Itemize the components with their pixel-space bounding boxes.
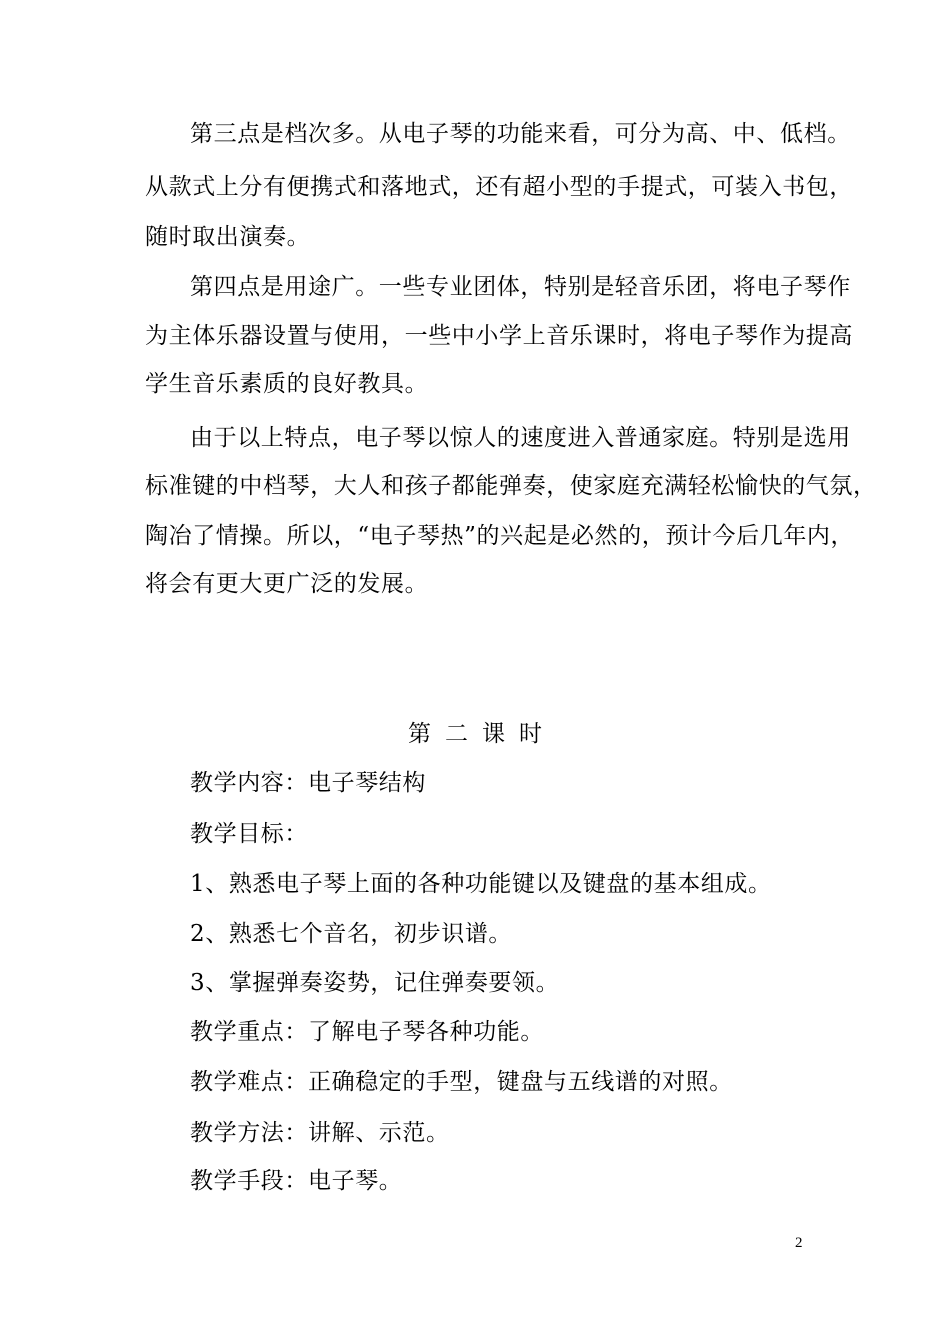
- paragraph-1-line-1: 第三点是档次多。从电子琴的功能来看，可分为高、中、低档。: [190, 121, 851, 147]
- lesson-key-point: 教学重点：了解电子琴各种功能。: [190, 1019, 544, 1045]
- lesson-difficulty: 教学难点：正确稳定的手型，键盘与五线谱的对照。: [190, 1069, 733, 1095]
- paragraph-3-line-1: 由于以上特点，电子琴以惊人的速度进入普通家庭。特别是选用: [190, 425, 851, 451]
- lesson-objective-3: 3、掌握弹奏姿势，记住弹奏要领。: [190, 970, 560, 996]
- paragraph-2-line-1: 第四点是用途广。一些专业团体，特别是轻音乐团，将电子琴作: [190, 274, 851, 300]
- paragraph-2-line-2: 为主体乐器设置与使用，一些中小学上音乐课时，将电子琴作为提高: [145, 323, 853, 349]
- paragraph-3-line-2: 标准键的中档琴，大人和孩子都能弹奏，使家庭充满轻松愉快的气氛，: [145, 473, 877, 499]
- paragraph-3-line-4: 将会有更大更广泛的发展。: [145, 571, 429, 597]
- lesson-content: 教学内容：电子琴结构: [190, 770, 426, 796]
- paragraph-3-line-3: 陶冶了情操。所以，“电子琴热”的兴起是必然的，预计今后几年内，: [145, 523, 855, 549]
- lesson-method: 教学方法：讲解、示范。: [190, 1120, 450, 1146]
- page-number: 2: [795, 1235, 803, 1251]
- lesson-objective-2: 2、熟悉七个音名，初步识谱。: [190, 921, 513, 947]
- lesson-objective-1: 1、熟悉电子琴上面的各种功能键以及键盘的基本组成。: [190, 871, 772, 897]
- paragraph-2-line-3: 学生音乐素质的良好教具。: [145, 371, 429, 397]
- lesson-means: 教学手段：电子琴。: [190, 1168, 403, 1194]
- paragraph-1-line-3: 随时取出演奏。: [145, 224, 311, 250]
- section-title: 第二课时: [408, 721, 556, 747]
- lesson-objectives-label: 教学目标：: [190, 821, 308, 847]
- paragraph-1-line-2: 从款式上分有便携式和落地式，还有超小型的手提式，可装入书包，: [145, 174, 853, 200]
